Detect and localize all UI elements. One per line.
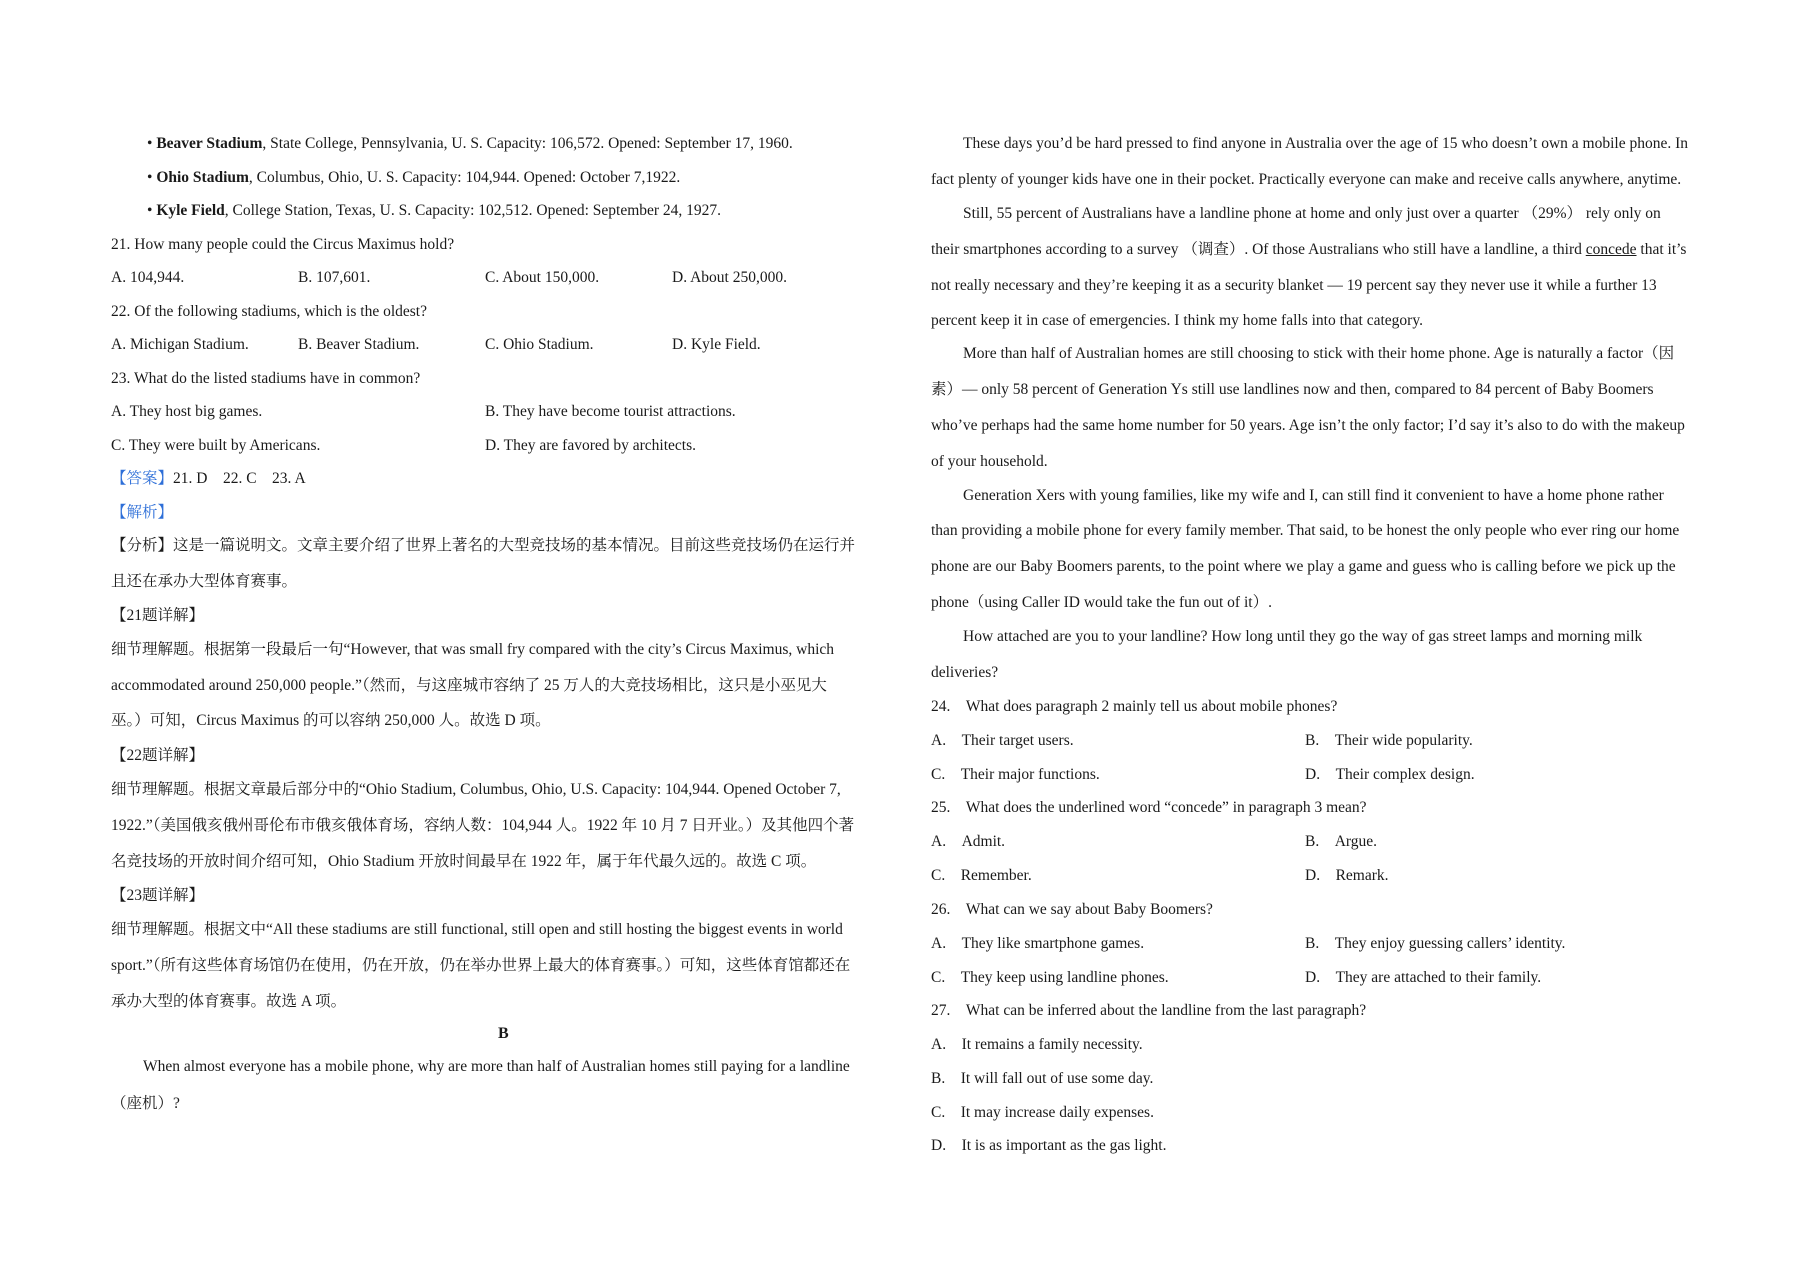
detail-21-line: 细节理解题。根据第一段最后一句“However, that was small fry compared with the city’s Circus Maximus, which [111, 641, 835, 658]
option-21b: B. 107,601. [298, 269, 371, 286]
detail-23-line: 承办大型的体育赛事。故选 A 项。 [111, 993, 347, 1010]
passage-b-intro: When almost everyone has a mobile phone, why are more than half of Australian homes still paying for a landline [143, 1058, 850, 1075]
detail-23-line: 细节理解题。根据文中“All these stadiums are still functional, still open and still hosting the biggest events in world [111, 921, 843, 938]
option-25b: B. Argue. [1305, 833, 1378, 850]
stadium-item: • Beaver Stadium, State College, Pennsylvania, U. S. Capacity: 106,572. Opened: September 17, 1960. [147, 135, 793, 152]
passage-line: of your household. [931, 453, 1048, 470]
option-27a: A. It remains a family necessity. [931, 1036, 1143, 1053]
section-b-heading: B [498, 1025, 509, 1042]
detail-22-line: 1922.”（美国俄亥俄州哥伦布市俄亥俄体育场，容纳人数：104,944 人。1922 年 10 月 7 日开业。）及其他四个著 [111, 817, 855, 834]
question-25: 25. What does the underlined word “concede” in paragraph 3 mean? [931, 799, 1367, 816]
passage-b-intro: （座机）? [111, 1095, 180, 1112]
passage-line: percent keep it in case of emergencies. I think my home falls into that category. [931, 312, 1423, 329]
option-27c: C. It may increase daily expenses. [931, 1104, 1154, 1121]
question-22: 22. Of the following stadiums, which is the oldest? [111, 303, 427, 320]
analysis-line: 【分析】这是一篇说明文。文章主要介绍了世界上著名的大型竞技场的基本情况。目前这些竞技场仍在运行并 [111, 537, 856, 554]
option-23c: C. They were built by Americans. [111, 437, 321, 454]
option-26d: D. They are attached to their family. [1305, 969, 1542, 986]
question-24: 24. What does paragraph 2 mainly tell us about mobile phones? [931, 698, 1338, 715]
passage-line: 素）— only 58 percent of Generation Ys still use landlines now and then, compared to 84 percent of Baby Boomers [931, 381, 1654, 398]
option-21d: D. About 250,000. [672, 269, 787, 286]
option-22d: D. Kyle Field. [672, 336, 761, 353]
detail-22-label: 【22题详解】 [111, 747, 205, 764]
passage-line: fact plenty of younger kids have one in their pocket. Practically everyone can make and receive calls anywhere, anytime. [931, 171, 1682, 188]
option-24b: B. Their wide popularity. [1305, 732, 1473, 749]
passage-line: phone are our Baby Boomers parents, to the point where we play a game and guess who is calling before we pick up the [931, 558, 1676, 575]
question-23: 23. What do the listed stadiums have in common? [111, 370, 421, 387]
answer-text: 21. D 22. C 23. A [173, 470, 306, 487]
stadium-name: Beaver Stadium [156, 135, 263, 152]
passage-line: Generation Xers with young families, like my wife and I, can still find it convenient to have a home phone rather [963, 487, 1664, 504]
option-26c: C. They keep using landline phones. [931, 969, 1169, 986]
question-27: 27. What can be inferred about the landline from the last paragraph? [931, 1002, 1367, 1019]
passage-line: deliveries? [931, 664, 999, 681]
option-21c: C. About 150,000. [485, 269, 600, 286]
detail-22-line: 名竞技场的开放时间介绍可知，Ohio Stadium 开放时间最早在 1922 年，属于年代最久远的。故选 C 项。 [111, 853, 817, 870]
stadium-name: Ohio Stadium [156, 169, 249, 186]
option-27b: B. It will fall out of use some day. [931, 1070, 1154, 1087]
detail-21-line: 巫。）可知，Circus Maximus 的可以容纳 250,000 人。故选 D 项。 [111, 712, 551, 729]
option-25c: C. Remember. [931, 867, 1032, 884]
option-25a: A. Admit. [931, 833, 1006, 850]
option-27d: D. It is as important as the gas light. [931, 1137, 1167, 1154]
option-25d: D. Remark. [1305, 867, 1389, 884]
underlined-word: concede [1585, 241, 1637, 258]
option-22b: B. Beaver Stadium. [298, 336, 420, 353]
option-24a: A. Their target users. [931, 732, 1074, 749]
detail-21-label: 【21题详解】 [111, 607, 205, 624]
passage-line: How attached are you to your landline? How long until they go the way of gas street lamps and morning milk [963, 628, 1643, 645]
question-21: 21. How many people could the Circus Maximus hold? [111, 236, 455, 253]
option-23d: D. They are favored by architects. [485, 437, 697, 454]
stadium-item: • Ohio Stadium, Columbus, Ohio, U. S. Capacity: 104,944. Opened: October 7,1922. [147, 169, 681, 186]
passage-line: who’ve perhaps had the same home number for 50 years. Age isn’t the only factor; I’d say it’s also to do with the makeup [931, 417, 1685, 434]
option-21a: A. 104,944. [111, 269, 185, 286]
option-22c: C. Ohio Stadium. [485, 336, 594, 353]
detail-23-line: sport.”（所有这些体育场馆仍在使用，仍在开放，仍在举办世界上最大的体育赛事。）可知，这些体育馆都还在 [111, 957, 851, 974]
option-26b: B. They enjoy guessing callers’ identity. [1305, 935, 1566, 952]
passage-line: their smartphones according to a survey （调查）. Of those Australians who still have a landline, a third concede that it’s [931, 241, 1687, 258]
passage-line: not really necessary and they’re keeping it as a security blanket — 19 percent say they never use it while a further 13 [931, 277, 1657, 294]
option-23a: A. They host big games. [111, 403, 263, 420]
passage-line: Still, 55 percent of Australians have a landline phone at home and only just over a quarter （29%） rely only on [963, 205, 1661, 222]
passage-line: phone（using Caller ID would take the fun out of it）. [931, 594, 1272, 611]
option-26a: A. They like smartphone games. [931, 935, 1145, 952]
option-24c: C. Their major functions. [931, 766, 1100, 783]
stadium-name: Kyle Field [156, 202, 225, 219]
passage-line: More than half of Australian homes are still choosing to stick with their home phone. Age is naturally a factor（因 [963, 345, 1675, 362]
answer-label: 【答案】 [111, 470, 174, 487]
option-23b: B. They have become tourist attractions. [485, 403, 736, 420]
detail-23-label: 【23题详解】 [111, 887, 205, 904]
passage-line: than providing a mobile phone for every family member. That said, to be honest the only people who ever ring our home [931, 522, 1680, 539]
answer-line [111, 469, 306, 489]
analysis-label: 【解析】 [111, 504, 174, 521]
option-22a: A. Michigan Stadium. [111, 336, 249, 353]
detail-21-line: accommodated around 250,000 people.”（然而，与这座城市容纳了 25 万人的大竞技场相比，这只是小巫见大 [111, 677, 827, 694]
analysis-line: 且还在承办大型体育赛事。 [111, 573, 298, 590]
stadium-item: • Kyle Field, College Station, Texas, U. S. Capacity: 102,512. Opened: September 24, 1927. [147, 202, 722, 219]
question-26: 26. What can we say about Baby Boomers? [931, 901, 1213, 918]
passage-line: These days you’d be hard pressed to find anyone in Australia over the age of 15 who doesn’t own a mobile phone. In [963, 135, 1689, 152]
option-24d: D. Their complex design. [1305, 766, 1475, 783]
detail-22-line: 细节理解题。根据文章最后部分中的“Ohio Stadium, Columbus, Ohio, U.S. Capacity: 104,944. Opened October 7, [111, 781, 841, 798]
